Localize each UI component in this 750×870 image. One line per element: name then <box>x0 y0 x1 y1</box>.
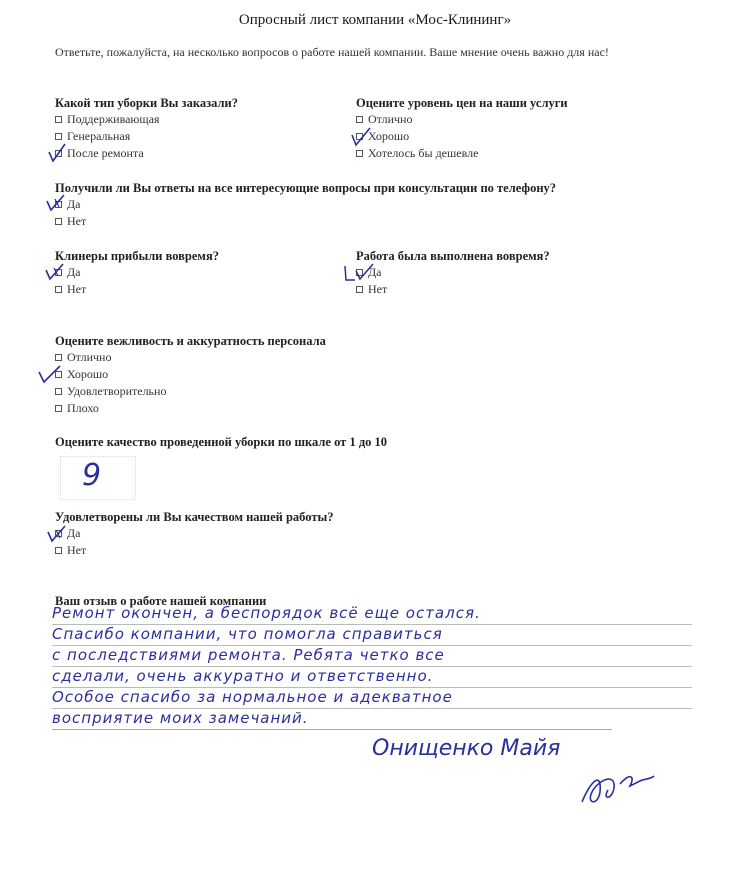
review-line: Особое спасибо за нормальное и адекватное <box>52 688 692 709</box>
score-value: 9 <box>82 458 102 493</box>
review-line: восприятие моих замечаний. <box>52 709 612 730</box>
question-staff-politeness <box>55 334 326 417</box>
question-label: Работа была выполнена вовремя? <box>356 249 550 263</box>
form-title: Опросный лист компании «Мос-Клининг» <box>238 12 512 28</box>
question-label: Клинеры прибыли вовремя? <box>55 249 219 263</box>
option-no[interactable]: Нет <box>55 542 334 559</box>
option-good[interactable]: Хорошо <box>356 128 568 145</box>
option-maintenance[interactable]: Поддерживающая <box>55 111 238 128</box>
checkbox-icon[interactable] <box>55 354 62 361</box>
checkbox-icon[interactable] <box>55 116 62 123</box>
question-label: Какой тип уборки Вы заказали? <box>55 96 238 110</box>
option-yes[interactable]: Да <box>55 525 334 542</box>
checkbox-icon[interactable] <box>356 116 363 123</box>
checkmark-icon <box>46 524 68 544</box>
question-label: Оцените качество проведенной уборки по шкале от 1 до 10 <box>55 435 388 449</box>
option-yes[interactable]: Да <box>55 264 219 281</box>
checkmark-icon <box>47 142 67 164</box>
checkbox-icon[interactable] <box>55 405 62 412</box>
checkbox-icon[interactable] <box>55 547 62 554</box>
question-price-level <box>356 96 568 162</box>
review-line: сделали, очень аккуратно и ответственно. <box>52 667 692 688</box>
form-intro: Ответьте, пожалуйста, на несколько вопросов о работе нашей компании. Ваше мнение очень важно для нас! <box>55 45 609 59</box>
option-excellent[interactable]: Отлично <box>55 349 326 366</box>
option-no[interactable]: Нет <box>55 213 556 230</box>
review-line: Ремонт окончен, а беспорядок всё еще остался. <box>52 604 692 625</box>
review-line: с последствиями ремонта. Ребята четко все <box>52 646 692 667</box>
checkbox-icon[interactable] <box>55 133 62 140</box>
question-cleaners-on-time <box>55 249 219 298</box>
checkmark-icon <box>44 262 66 282</box>
option-general[interactable]: Генеральная <box>55 128 238 145</box>
option-bad[interactable]: Плохо <box>55 400 326 417</box>
question-quality-score <box>55 435 387 450</box>
review-line: Спасибо компании, что помогла справиться <box>52 625 692 646</box>
option-yes[interactable]: Да <box>356 264 550 281</box>
checkmark-icon <box>343 262 377 282</box>
signature-icon <box>572 762 662 817</box>
option-after-renovation[interactable]: После ремонта <box>55 145 238 162</box>
option-satisfactory[interactable]: Удовлетворительно <box>55 383 326 400</box>
option-excellent[interactable]: Отлично <box>356 111 568 128</box>
question-label: Получили ли Вы ответы на все интересующие вопросы при консультации по телефону? <box>55 181 557 195</box>
option-good[interactable]: Хорошо <box>55 366 326 383</box>
option-cheaper[interactable]: Хотелось бы дешевле <box>356 145 568 162</box>
option-yes[interactable]: Да <box>55 196 556 213</box>
question-phone-consultation <box>55 181 556 230</box>
question-cleaning-type <box>55 96 238 162</box>
question-label: Оцените вежливость и аккуратность персонала <box>55 334 326 348</box>
question-label: Удовлетворены ли Вы качеством нашей работы? <box>55 510 334 524</box>
checkbox-icon[interactable] <box>55 218 62 225</box>
option-no[interactable]: Нет <box>356 281 550 298</box>
checkmark-icon <box>350 126 372 148</box>
checkbox-icon[interactable] <box>356 286 363 293</box>
checkbox-icon[interactable] <box>55 286 62 293</box>
review-label: Ваш отзыв о работе нашей компании <box>55 594 267 608</box>
checkbox-icon[interactable] <box>55 388 62 395</box>
checkmark-icon <box>37 364 63 384</box>
question-work-on-time <box>356 249 550 298</box>
signature-name: Онищенко Майя <box>372 736 561 761</box>
question-satisfaction <box>55 510 334 559</box>
option-no[interactable]: Нет <box>55 281 219 298</box>
checkbox-icon[interactable] <box>356 150 363 157</box>
question-label: Оцените уровень цен на наши услуги <box>356 96 568 110</box>
checkmark-icon <box>45 193 67 213</box>
